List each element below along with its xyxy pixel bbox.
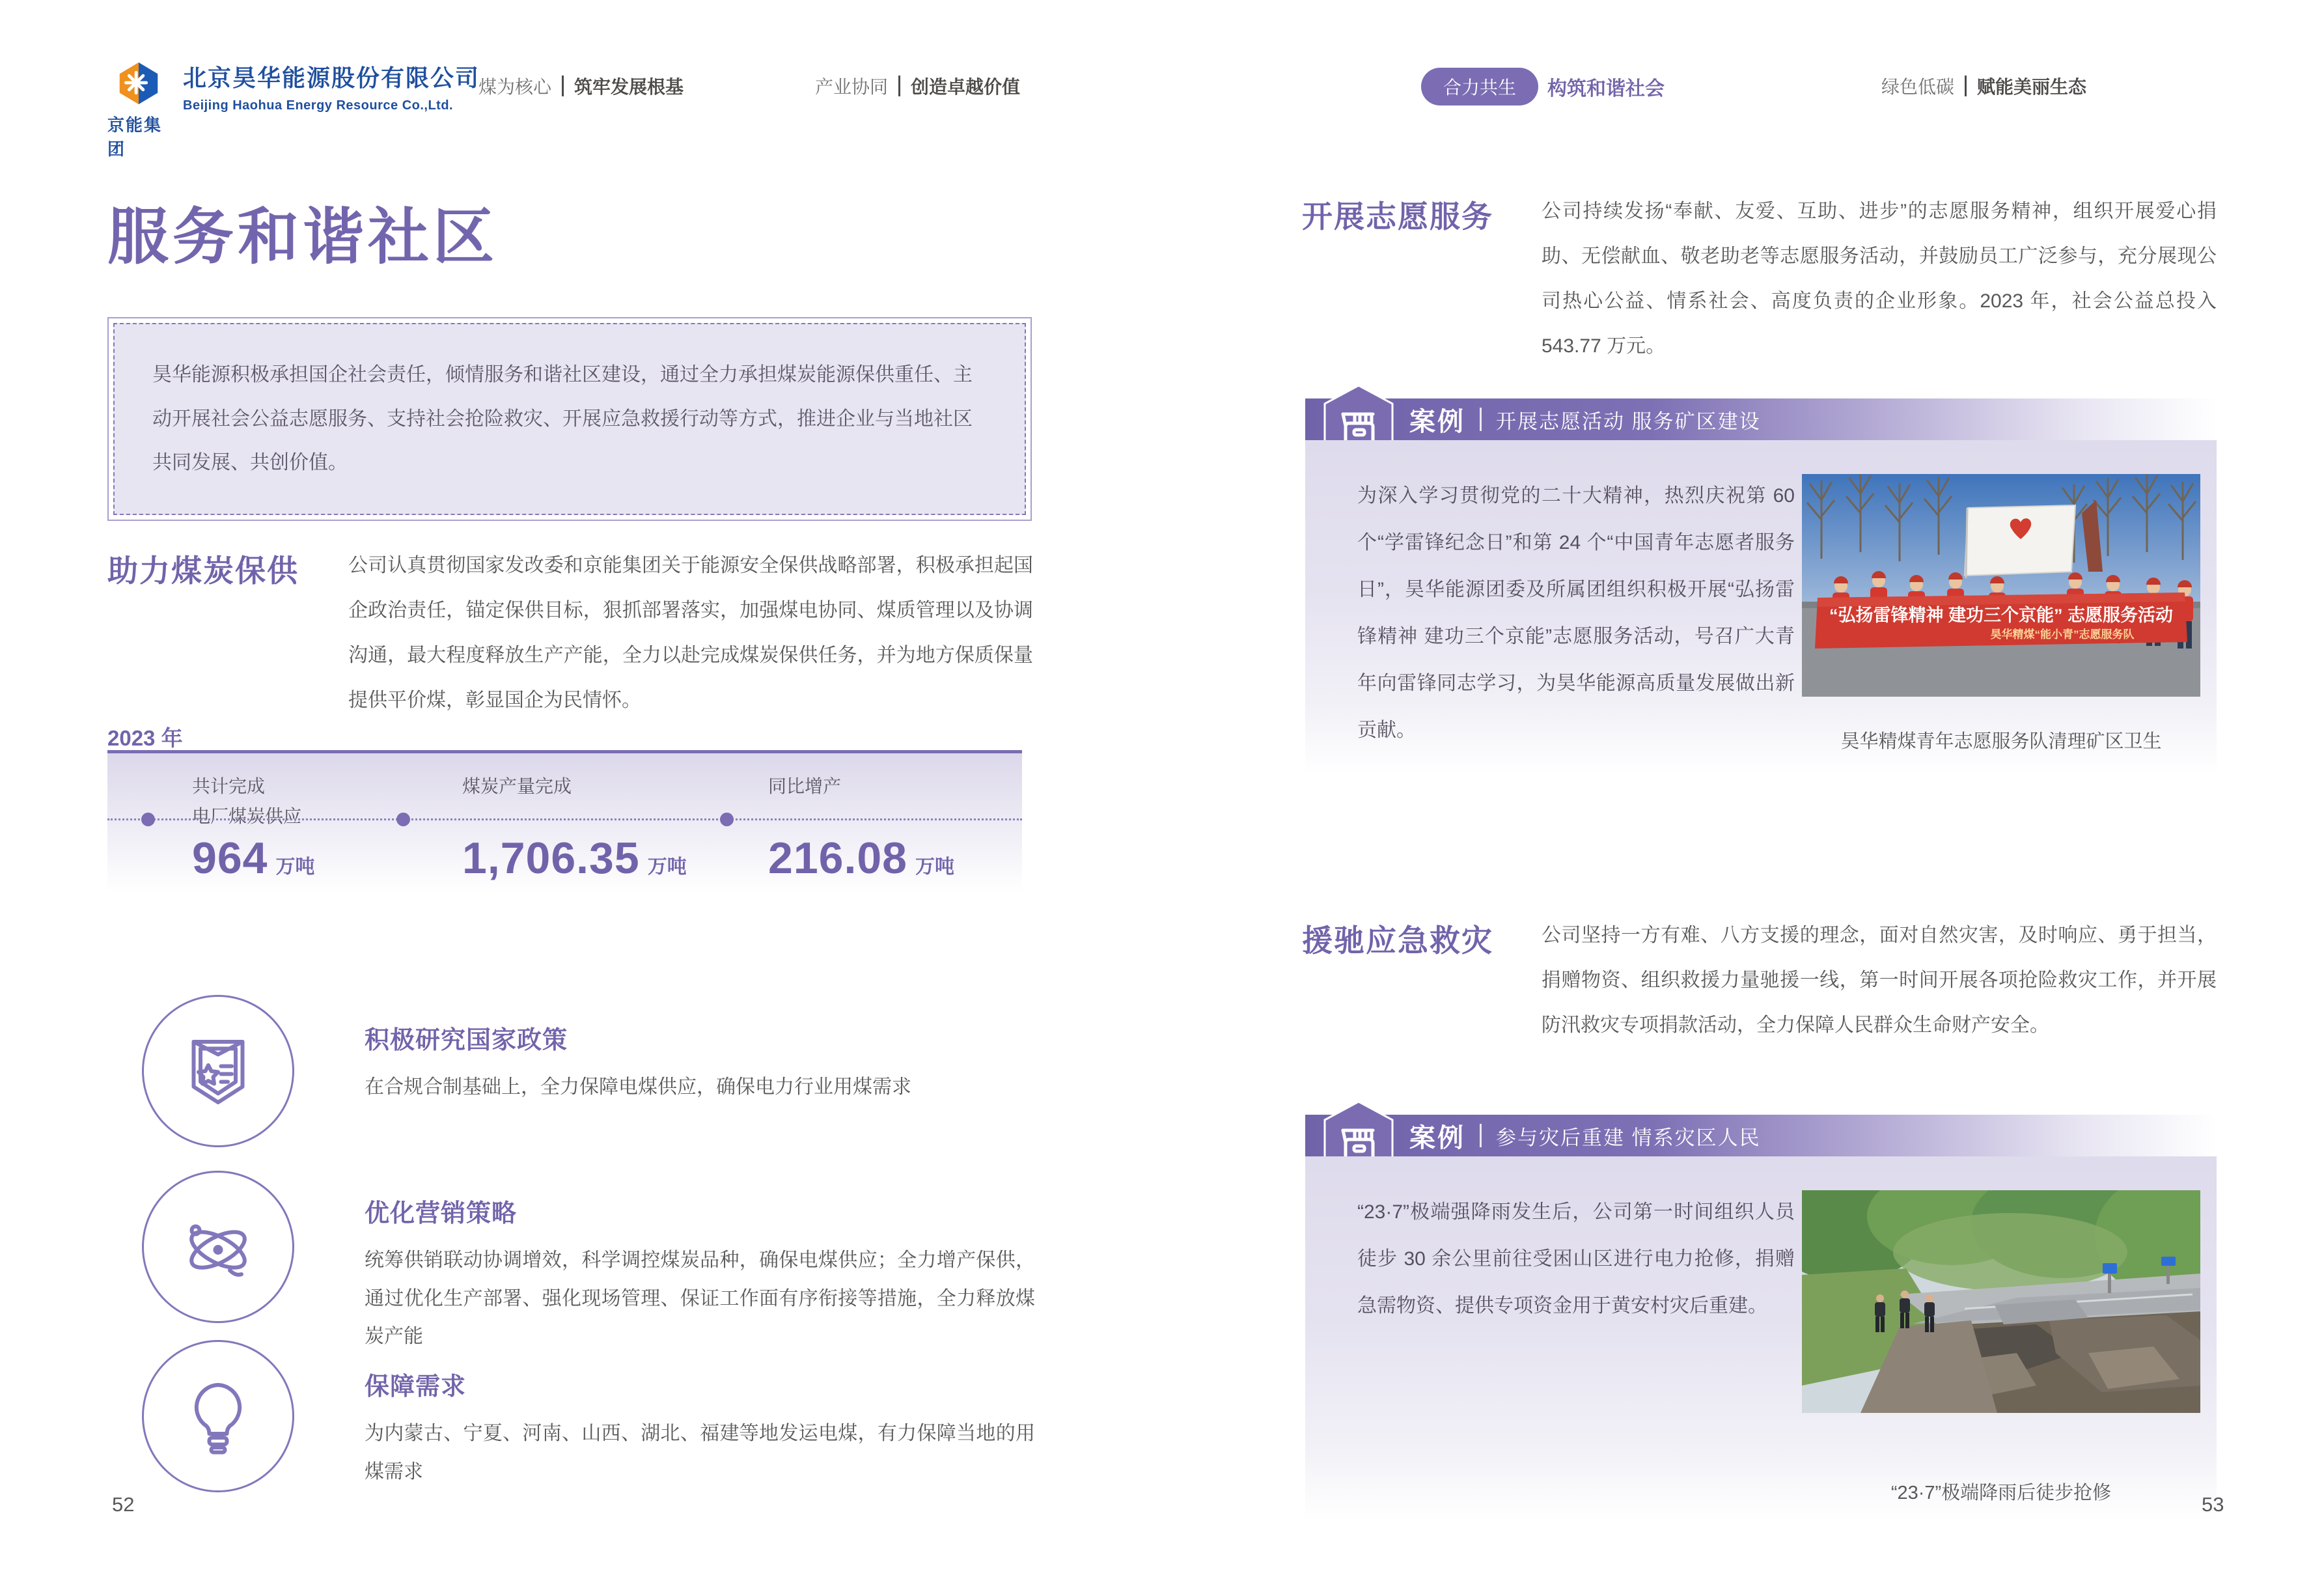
header-nav-coal: [478, 73, 684, 99]
case-header-bar: [1305, 398, 2217, 440]
stat-value-group: [192, 833, 314, 884]
company-name-cn: 北京昊华能源股份有限公司: [183, 64, 480, 91]
case-text: 为深入学习贯彻党的二十大精神，热烈庆祝第 60 个“学雷锋纪念日”和第 24 个“中国青年志愿者服务日”，昊华能源团委及所属团组织积极开展“弘扬雷锋精神 建功三个京能”志愿服务活动，号召广大青年向雷锋同志学习，为昊华能源高质量发展做出新贡献。: [1357, 485, 1795, 741]
stats-year-label: 2023 年: [107, 726, 183, 750]
stat-label-line: 电厂煤炭供应: [192, 806, 302, 827]
case-header-bar: [1305, 1115, 2217, 1156]
stat-unit: 万吨: [915, 856, 954, 878]
intro-box: [107, 317, 1032, 521]
feature-title: 优化营销策略: [365, 1200, 518, 1227]
stat-unit: 万吨: [647, 856, 687, 878]
nav-label: 构筑和谐社会: [1547, 78, 1665, 100]
nav-active-pill: 合力共生: [1421, 68, 1538, 105]
stat-label-line: 同比增产: [768, 776, 842, 796]
section-body-rescue: 公司坚持一方有难、八方支援的理念，面对自然灾害，及时响应、勇于担当，捐赠物资、组织救援力量驰援一线，第一时间开展各项抢险救灾工作，并开展防汛救灾专项捐款活动，全力保障人民群众生命财产安全。: [1542, 925, 2217, 1036]
nav-prefix: 产业协同: [815, 77, 889, 97]
nav-separator: [562, 76, 564, 96]
case-body: [1305, 1156, 2217, 1521]
feature-title: 积极研究国家政策: [365, 1027, 568, 1054]
atom-icon: [169, 1198, 267, 1296]
page-number-right: 53: [2202, 1493, 2224, 1516]
stat-dot: [396, 813, 410, 826]
header-nav-society-active: [1421, 68, 1665, 105]
section-body-coal-supply: 公司认真贯彻国家发改委和京能集团关于能源安全保供战略部署，积极承担起国企政治责任，锚定保供目标，狠抓部署落实，加强煤电协同、煤质管理以及协调沟通，最大程度释放生产产能，全力以赴完成煤炭保供任务，并为地方保质保量提供平价煤，彰显国企为民情怀。: [348, 555, 1033, 711]
nav-separator: [898, 76, 900, 96]
feature-icon-circle: [142, 1171, 294, 1323]
logo-group-name: 京能集团: [107, 115, 163, 159]
intro-text: 昊华能源积极承担国企社会责任，倾情服务和谐社区建设，通过全力承担煤炭能源保供重任、主动开展社会公益志愿服务、支持社会抢险救灾、开展应急救援行动等方式，推进企业与当地社区共同发展、共创价值。: [113, 323, 1026, 515]
company-name-en: Beijing Haohua Energy Resource Co.,Ltd.: [183, 98, 454, 113]
feature-body: 统筹供销联动协调增效，科学调控煤炭品种，确保电煤供应；全力增产保供，通过优化生产部署、强化现场管理、保证工作面有序衔接等措施，全力释放煤炭产能: [365, 1249, 1035, 1347]
case-body: [1305, 440, 2217, 774]
page-number-left: 52: [112, 1493, 135, 1516]
case-tag-separator: [1480, 1124, 1482, 1147]
nav-prefix: 煤为核心: [478, 77, 552, 97]
photo-caption: “23·7”极端降雨后徒步抢修: [1890, 1483, 2112, 1503]
case-title: 参与灾后重建 情系灾区人民: [1496, 1126, 1761, 1149]
stat-dot: [141, 813, 155, 826]
case-tag-separator: [1480, 408, 1482, 431]
nav-label: 创造卓越价值: [911, 77, 1021, 97]
stat-value: 1,706.35: [462, 833, 640, 883]
case-tag: 案例: [1409, 1123, 1465, 1152]
feature-body: 为内蒙古、宁夏、河南、山西、湖北、福建等地发运电煤，有力保障当地的用煤需求: [365, 1423, 1035, 1483]
jingneng-logo-icon: [113, 56, 164, 111]
nav-separator: [1965, 76, 1967, 96]
stats-dotted-rule: [107, 818, 1022, 820]
case-box-volunteer: [1305, 398, 2217, 774]
stat-value-group: [462, 833, 687, 884]
case-title: 开展志愿活动 服务矿区建设: [1496, 410, 1761, 433]
stat-dot: [720, 813, 734, 826]
page-title: 服务和谐社区: [107, 202, 499, 271]
lightbulb-icon: [169, 1367, 267, 1465]
feature-icon-circle: [142, 1340, 294, 1492]
feature-icon-circle: [142, 995, 294, 1147]
feature-title: 保障需求: [365, 1373, 467, 1401]
feature-body: 在合规合制基础上，全力保障电煤供应，确保电力行业用煤需求: [365, 1076, 911, 1098]
banner-team-text: 昊华精煤“能小青”志愿服务队: [1990, 628, 2135, 641]
stat-label: [462, 772, 572, 802]
stat-label: [768, 772, 841, 802]
banner-slogan-text: “弘扬雷锋精神 建功三个京能” 志愿服务活动: [1829, 606, 2174, 625]
stat-unit: 万吨: [275, 856, 315, 878]
section-heading-coal-supply: 助力煤炭保供: [107, 553, 299, 588]
feature-item: [365, 1193, 1035, 1356]
flood-damage-photo: [1802, 1190, 2200, 1413]
header-nav-industry: [815, 73, 1020, 99]
header-nav-green: [1881, 73, 2086, 99]
case-box-rebuild: [1305, 1115, 2217, 1521]
stat-label-line: 共计完成: [192, 776, 266, 796]
section-body-volunteer: 公司持续发扬“奉献、友爱、互助、进步”的志愿服务精神，组织开展爱心捐助、无偿献血、敬老助老等志愿服务活动，并鼓励员工广泛参与，充分展现公司热心公益、情系社会、高度负责的企业形象。2023 年，社会公益总投入 543.77 万元。: [1542, 201, 2217, 357]
nav-label: 筑牢发展根基: [574, 77, 684, 97]
section-heading-volunteer: 开展志愿服务: [1302, 199, 1493, 234]
stat-value: 964: [192, 833, 268, 883]
case-tag: 案例: [1409, 407, 1465, 436]
photo-caption: 昊华精煤青年志愿服务队清理矿区卫生: [1840, 731, 2162, 752]
nav-label: 赋能美丽生态: [1977, 77, 2087, 97]
policy-badge-icon: [169, 1022, 267, 1120]
volunteer-photo: [1802, 474, 2200, 697]
stat-label: [192, 772, 301, 831]
nav-prefix: 绿色低碳: [1881, 77, 1955, 97]
stats-block: [107, 750, 1022, 900]
stat-label-line: 煤炭产量完成: [462, 776, 572, 796]
stat-value: 216.08: [768, 833, 907, 883]
feature-item: [365, 1020, 1035, 1107]
feature-item: [365, 1366, 1035, 1491]
company-logo: [107, 56, 480, 160]
section-heading-rescue: 援驰应急救灾: [1302, 923, 1493, 958]
case-text: “23·7”极端强降雨发生后，公司第一时间组织人员徒步 30 余公里前往受困山区进行电力抢修，捐赠急需物资、提供专项资金用于黄安村灾后重建。: [1357, 1201, 1795, 1317]
stat-value-group: [768, 833, 954, 884]
